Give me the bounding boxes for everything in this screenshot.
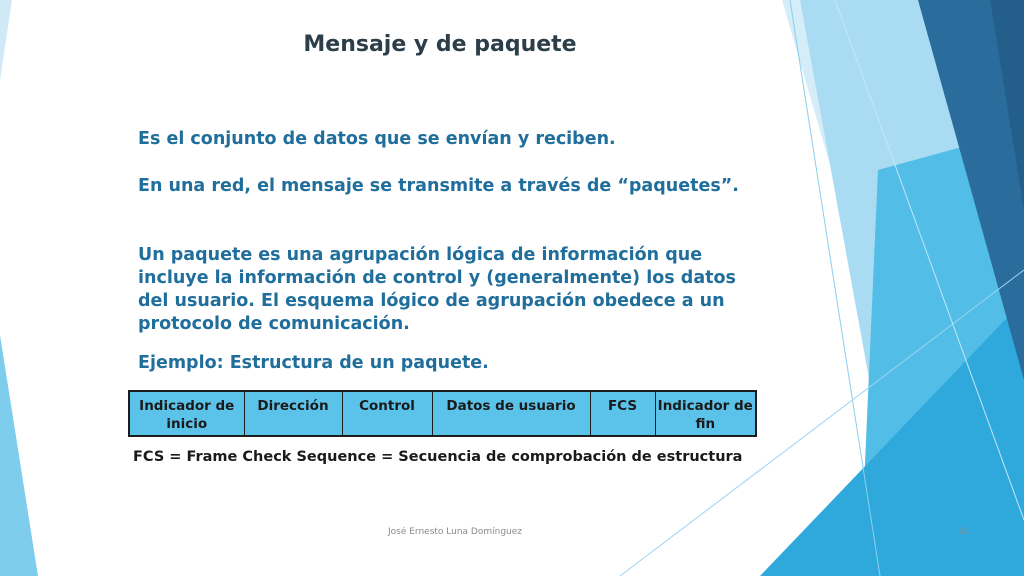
packet-structure-table bbox=[128, 390, 757, 437]
paragraph-example: Ejemplo: Estructura de un paquete. bbox=[138, 353, 489, 373]
paragraph-packet: Un paquete es una agrupación lógica de información que incluye la información de control y (generalmente) los datos del usuario. El esquema lógico de agrupación obedece a un protocolo de comunicación. bbox=[138, 245, 736, 334]
table-cell-control: Control bbox=[342, 391, 432, 436]
left-sliver bbox=[0, 335, 38, 576]
table-cell-fcs: FCS bbox=[590, 391, 655, 436]
slide-title: Mensaje y de paquete bbox=[303, 32, 577, 57]
fcs-definition: FCS = Frame Check Sequence = Secuencia de comprobación de estructura bbox=[133, 449, 743, 465]
paragraph-definition: Es el conjunto de datos que se envían y reciben. bbox=[138, 129, 616, 149]
table-row bbox=[129, 391, 756, 436]
table-cell-user-data: Datos de usuario bbox=[432, 391, 590, 436]
table-cell-end-flag: Indicador de fin bbox=[655, 391, 756, 436]
paragraph-network: En una red, el mensaje se transmite a través de “paquetes”. bbox=[138, 176, 739, 196]
left-sliver-light bbox=[0, 0, 12, 80]
table-cell-address: Dirección bbox=[244, 391, 342, 436]
footer-author: José Ernesto Luna Domínguez bbox=[387, 527, 523, 537]
table-cell-start-flag: Indicador de inicio bbox=[129, 391, 244, 436]
page-number: 24 bbox=[958, 527, 970, 537]
